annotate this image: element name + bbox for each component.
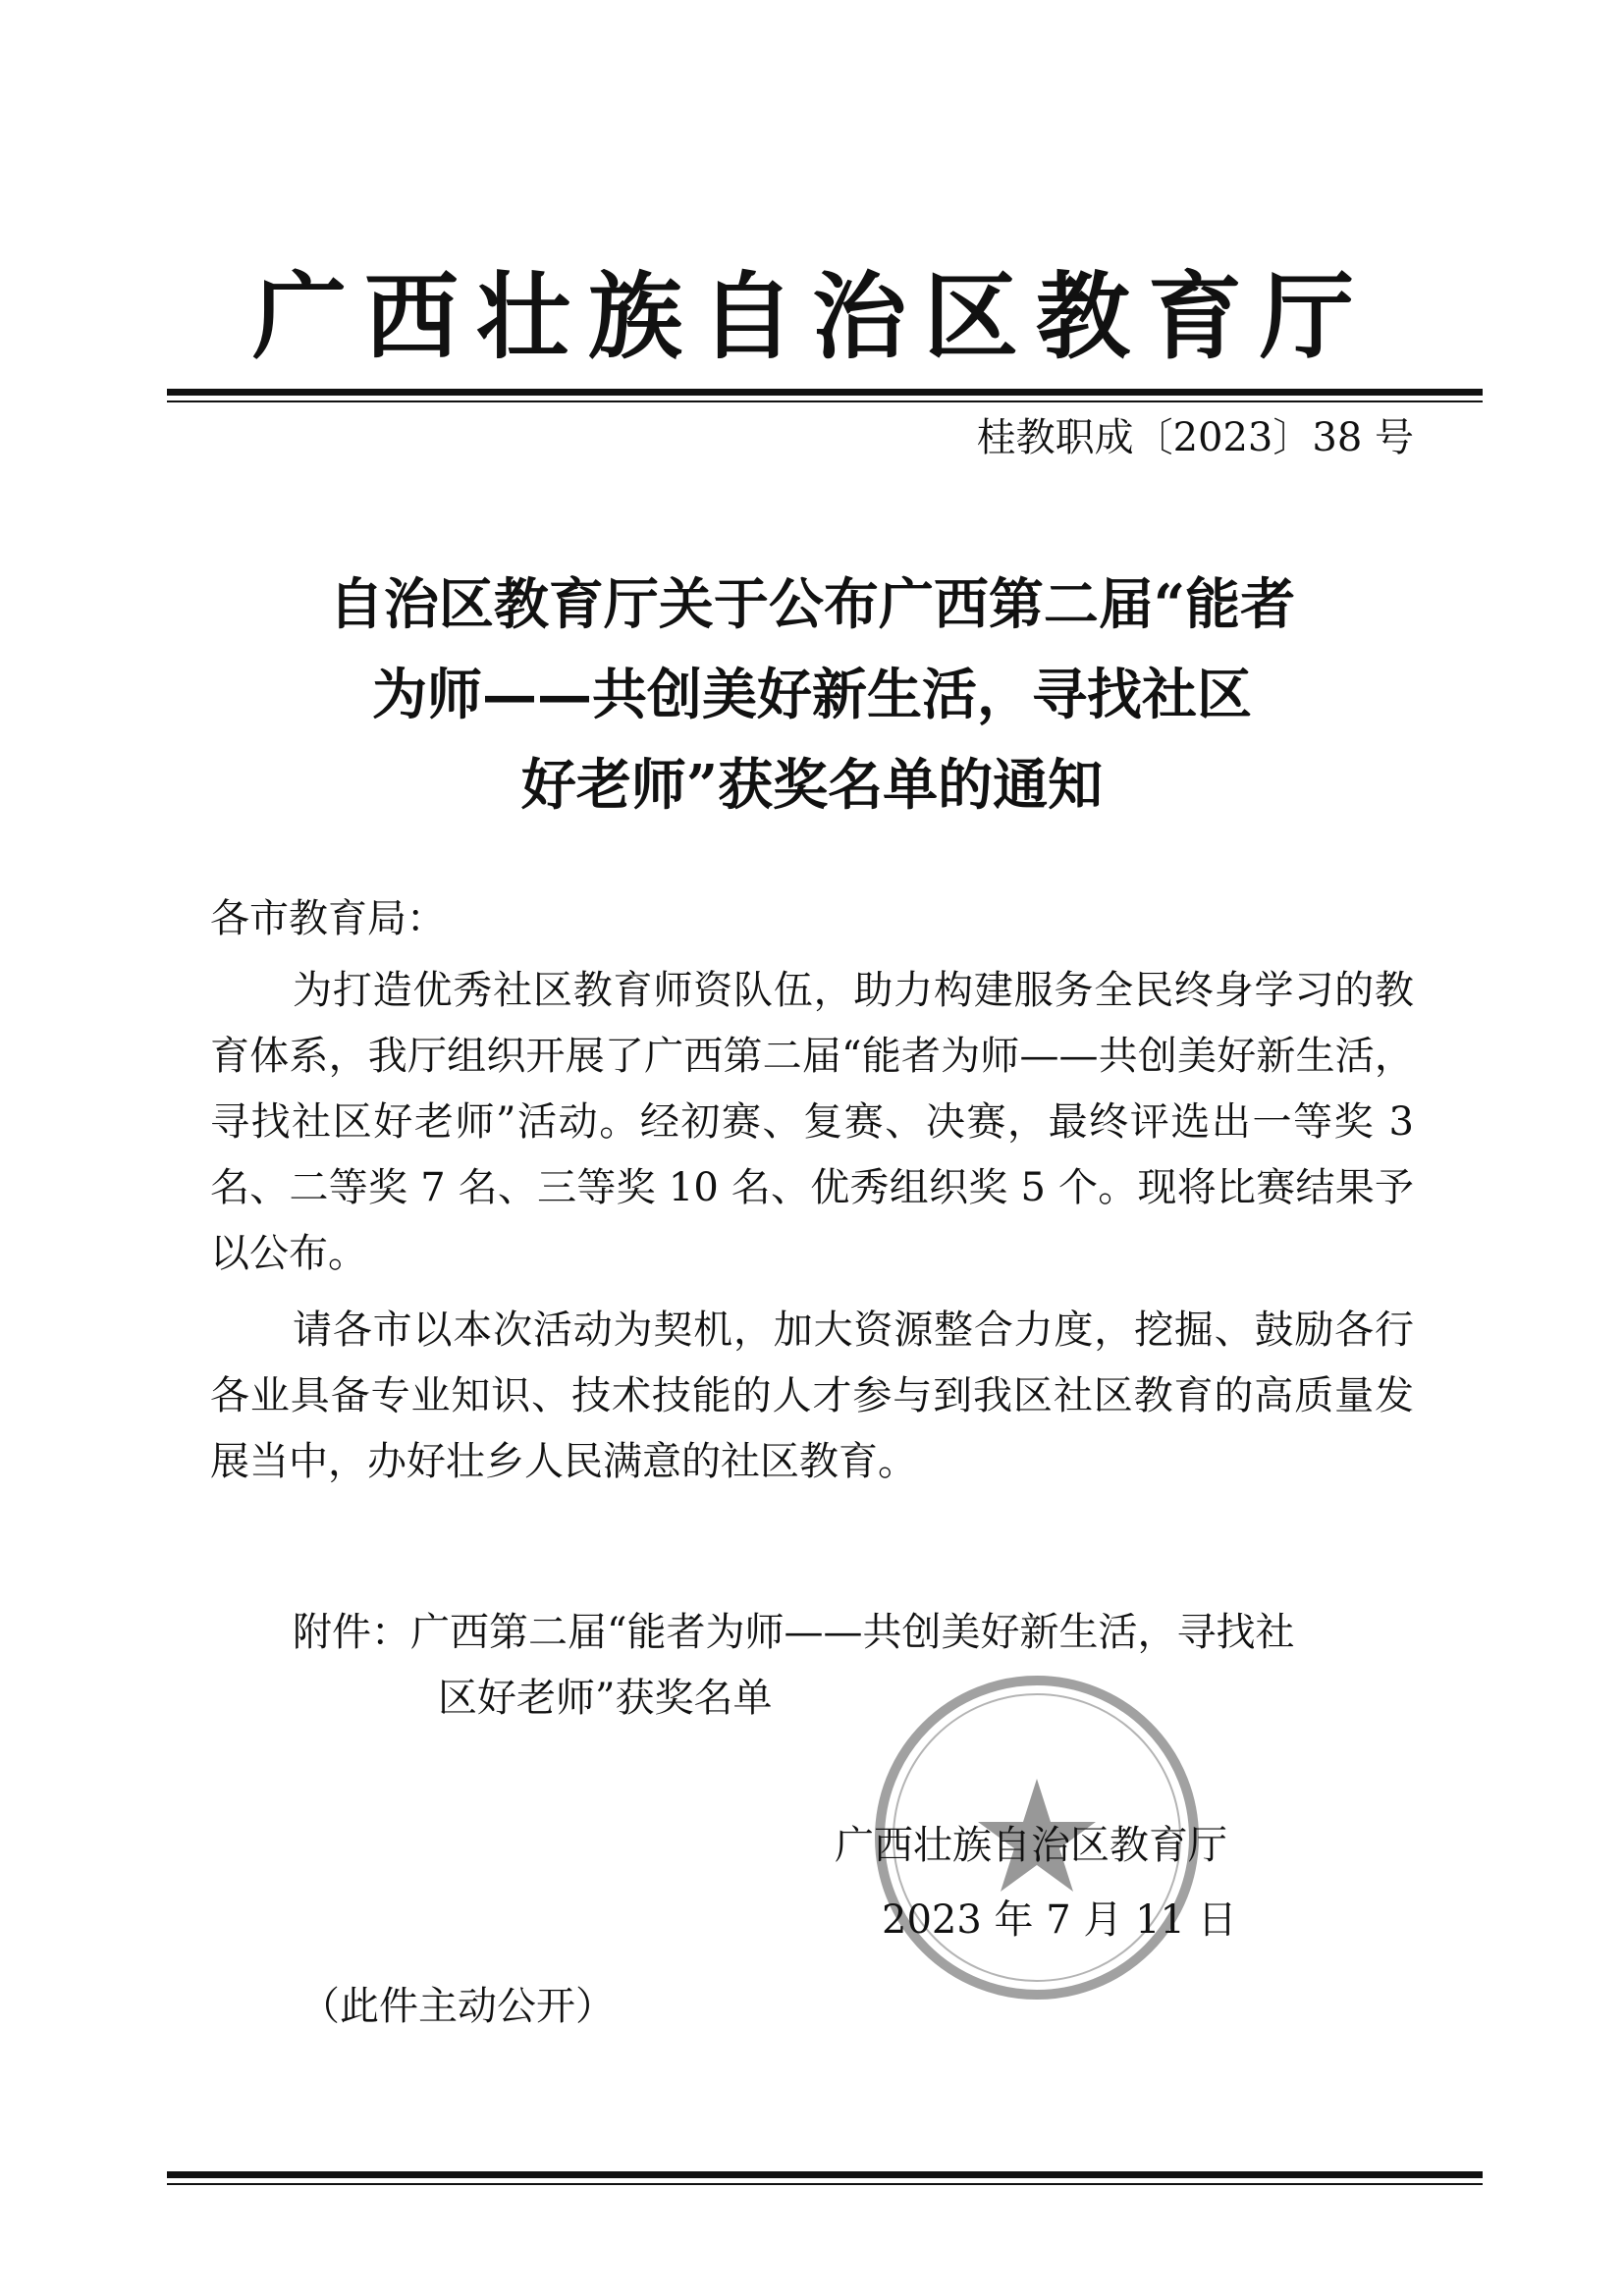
attachment-line-1: 附件：广西第二届“能者为师——共创美好新生活，寻找社	[293, 1610, 1295, 1655]
disclosure-note: （此件主动公开）	[300, 1984, 615, 2029]
document-title-line: 为师——共创美好新生活，寻找社区	[372, 663, 1252, 727]
body-paragraph-2	[210, 1298, 1414, 1495]
header-rule-thin	[167, 400, 1483, 402]
salutation: 各市教育局：	[210, 896, 446, 941]
document-number: 桂教职成〔2023〕38 号	[976, 415, 1414, 460]
issuer-name: 广西壮族自治区教育厅	[835, 1823, 1227, 1868]
document-title-line: 自治区教育厅关于公布广西第二届“能者	[328, 572, 1296, 637]
document-title-line: 好老师”获奖名单的通知	[520, 753, 1104, 818]
body-paragraph-1	[210, 958, 1414, 1287]
attachment-line-2: 区好老师”获奖名单	[438, 1676, 773, 1721]
attachment-note	[293, 1600, 1414, 1732]
header-rule-thick	[167, 389, 1483, 396]
document-title	[0, 560, 1624, 830]
footer-rule-thin	[167, 2183, 1483, 2185]
paragraph-text: 请各市以本次活动为契机，加大资源整合力度，挖掘、鼓励各行各业具备专业知识、技术技能的人才参与到我区社区教育的高质量发展当中，办好壮乡人民满意的社区教育。	[210, 1308, 1414, 1484]
issue-date: 2023 年 7 月 11 日	[882, 1897, 1237, 1943]
footer-rule-thick	[167, 2171, 1483, 2178]
organization-title: 广西壮族自治区教育厅	[252, 261, 1372, 372]
paragraph-text: 为打造优秀社区教育师资队伍，助力构建服务全民终身学习的教育体系，我厅组织开展了广西第二届“能者为师——共创美好新生活，寻找社区好老师”活动。经初赛、复赛、决赛，最终评选出一等奖 3 名、二等奖 7 名、三等奖 10 名、优秀组织奖 5 个。现将比赛结果予以公布。	[210, 968, 1414, 1276]
